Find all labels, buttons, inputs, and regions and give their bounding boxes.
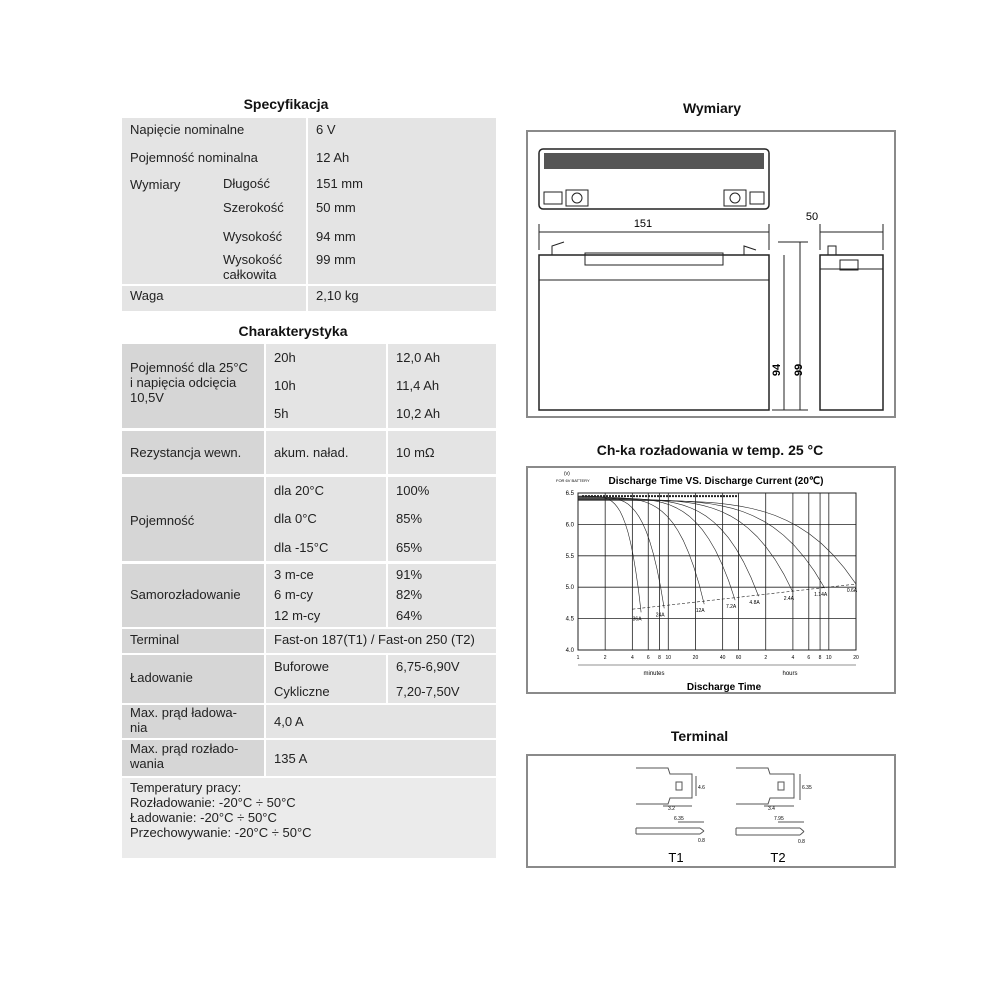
- charging-value: 7,20-7,50V: [388, 679, 496, 703]
- x-tick-label: 20: [692, 655, 699, 661]
- y-tick-label: 5.5: [565, 553, 574, 560]
- dimensions-drawing: [526, 130, 896, 418]
- t1-label: T1: [668, 850, 684, 865]
- y-unit: (v): [564, 471, 570, 477]
- dims-sub-value: 99 mm: [308, 251, 496, 284]
- series-label: 12A: [695, 608, 705, 615]
- t1-dim-c: 0.8: [698, 838, 705, 844]
- max-discharge-value: 135 A: [266, 740, 496, 776]
- x-tick-label: 6: [807, 655, 811, 661]
- chart-title: Discharge Time VS. Discharge Current (20℃): [608, 476, 824, 487]
- weight-label: Waga: [122, 286, 306, 311]
- capacity-time: 10h: [266, 372, 386, 400]
- x-tick-label: 2: [603, 655, 607, 661]
- dims-sub-label: Długość: [215, 173, 306, 199]
- height-label: 94: [771, 363, 783, 377]
- max-discharge-label: Max. prąd rozłado- wania: [122, 740, 264, 776]
- x-tick-label: 1: [576, 655, 580, 661]
- capacity-temp-cond: dla 0°C: [266, 505, 386, 533]
- capacity-value: 12,0 Ah: [388, 344, 496, 372]
- dimensions-title: Wymiary: [682, 100, 742, 116]
- width-label: 50: [805, 211, 819, 223]
- char-title: Charakterystyka: [238, 323, 348, 339]
- y-tick-label: 6.0: [565, 522, 574, 529]
- charging-mode: Buforowe: [266, 655, 386, 679]
- terminal-label: Terminal: [122, 629, 264, 653]
- x-tick-label: 4: [630, 655, 634, 661]
- t2-dim-d: 6.35: [802, 785, 812, 791]
- terminal-drawing: [526, 754, 896, 868]
- x-tick-label: 10: [665, 655, 672, 661]
- x-tick-label: 10: [826, 655, 832, 661]
- capacity-temp-cond: dla 20°C: [266, 477, 386, 505]
- charging-value: 6,75-6,90V: [388, 655, 496, 679]
- total-height-label: 99: [793, 363, 805, 377]
- charging-label: Ładowanie: [122, 655, 264, 703]
- capacity-value: 10,2 Ah: [388, 400, 496, 428]
- y-tick-label: 6.5: [565, 491, 574, 497]
- discharge-chart: [528, 468, 894, 692]
- capacity-time: 5h: [266, 400, 386, 428]
- spec-row-label: Napięcie nominalne: [122, 118, 306, 146]
- x-tick-label: 40: [719, 655, 726, 661]
- t2-dim-c: 0.8: [798, 839, 805, 845]
- capacity-temp-cond: dla -15°C: [266, 533, 386, 561]
- capacity-temp-value: 85%: [388, 505, 496, 533]
- x-tick-label: 8: [658, 655, 661, 661]
- dims-sub-label: Wysokość całkowita: [215, 251, 306, 284]
- t1-dim-d: 4.6: [698, 785, 705, 791]
- dims-sub-value: 94 mm: [308, 226, 496, 251]
- capacity-temp-value: 100%: [388, 477, 496, 505]
- capacity-temp-value: 65%: [388, 533, 496, 561]
- self-discharge-cond: 12 m-cy: [266, 606, 386, 627]
- y-tick-label: 4.0: [565, 648, 574, 654]
- self-discharge-label: Samorozładowanie: [122, 564, 264, 627]
- x-tick-label: 60: [735, 655, 742, 661]
- max-charge-label: Max. prąd ładowa- nia: [122, 705, 264, 738]
- spec-title: Specyfikacja: [243, 96, 329, 112]
- x-unit-minutes: minutes: [643, 671, 665, 677]
- series-label: 36A: [632, 616, 642, 623]
- x-tick-label: 2: [764, 655, 768, 661]
- t2-label: T2: [770, 850, 786, 865]
- t2-dim-b: 7.95: [774, 816, 784, 822]
- terminal-diagram: [528, 756, 894, 866]
- discharge-title: Ch-ka rozładowania w temp. 25 °C: [596, 442, 824, 458]
- t1-dim-b: 6.35: [674, 816, 684, 822]
- x-tick-label: 6: [646, 655, 650, 661]
- battery-dimension-diagram: [528, 132, 894, 416]
- series-line: [578, 498, 735, 600]
- length-label: 151: [633, 218, 653, 230]
- max-charge-value: 4,0 A: [266, 705, 496, 738]
- resistance-label: Rezystancja wewn.: [122, 431, 264, 474]
- weight-value: 2,10 kg: [308, 286, 496, 311]
- series-label: 0.6A: [846, 588, 858, 595]
- dims-label: Wymiary: [122, 173, 215, 284]
- x-tick-label: 8: [818, 655, 822, 661]
- dims-sub-value: 151 mm: [308, 173, 496, 199]
- x-tick-label: 4: [791, 655, 795, 661]
- series-line: [578, 496, 641, 612]
- operating-temps: Temperatury pracy: Rozładowanie: -20°C ÷ 50°C Ładowanie: -20°C ÷ 50°C Przechowywanie: -20°C ÷ 50°C: [122, 778, 496, 858]
- resistance-value: 10 mΩ: [388, 431, 496, 474]
- t1-dim-a: 3.2: [668, 806, 675, 812]
- dims-sub-label: Wysokość: [215, 226, 306, 251]
- series-label: 24A: [655, 612, 665, 619]
- dims-sub-value: 50 mm: [308, 199, 496, 226]
- y-tick-label: 5.0: [565, 585, 574, 592]
- charging-mode: Cykliczne: [266, 679, 386, 703]
- spec-row-value: 12 Ah: [308, 146, 496, 173]
- self-discharge-value: 91%: [388, 564, 496, 585]
- self-discharge-cond: 3 m-ce: [266, 564, 386, 585]
- capacity-value: 11,4 Ah: [388, 372, 496, 400]
- x-tick-label: 20: [853, 655, 859, 661]
- spec-row-label: Pojemność nominalna: [122, 146, 306, 173]
- series-label: 2.4A: [783, 596, 795, 603]
- terminal-value: Fast-on 187(T1) / Fast-on 250 (T2): [266, 629, 496, 653]
- terminal-title: Terminal: [670, 728, 729, 744]
- x-unit-hours: hours: [782, 671, 798, 677]
- capacity-temp-label: Pojemność: [122, 477, 264, 561]
- self-discharge-value: 64%: [388, 606, 496, 627]
- capacity-time: 20h: [266, 344, 386, 372]
- x-axis-label: Discharge Time: [686, 682, 762, 692]
- series-label: 4.8A: [749, 600, 760, 607]
- self-discharge-value: 82%: [388, 585, 496, 606]
- dims-sub-label: Szerokość: [215, 199, 306, 226]
- capacity-label: Pojemność dla 25°C i napięcia odcięcia 10,5V: [122, 344, 264, 428]
- spec-row-value: 6 V: [308, 118, 496, 146]
- y-note: FOR 6V BATTERY: [556, 478, 590, 483]
- series-label: 7.2A: [725, 604, 737, 611]
- t2-dim-a: 3.4: [768, 806, 775, 812]
- self-discharge-cond: 6 m-cy: [266, 585, 386, 606]
- discharge-chart-box: [526, 466, 896, 694]
- resistance-cond: akum. naład.: [266, 431, 386, 474]
- series-label: 1.14A: [814, 592, 828, 599]
- y-tick-label: 4.5: [565, 616, 574, 623]
